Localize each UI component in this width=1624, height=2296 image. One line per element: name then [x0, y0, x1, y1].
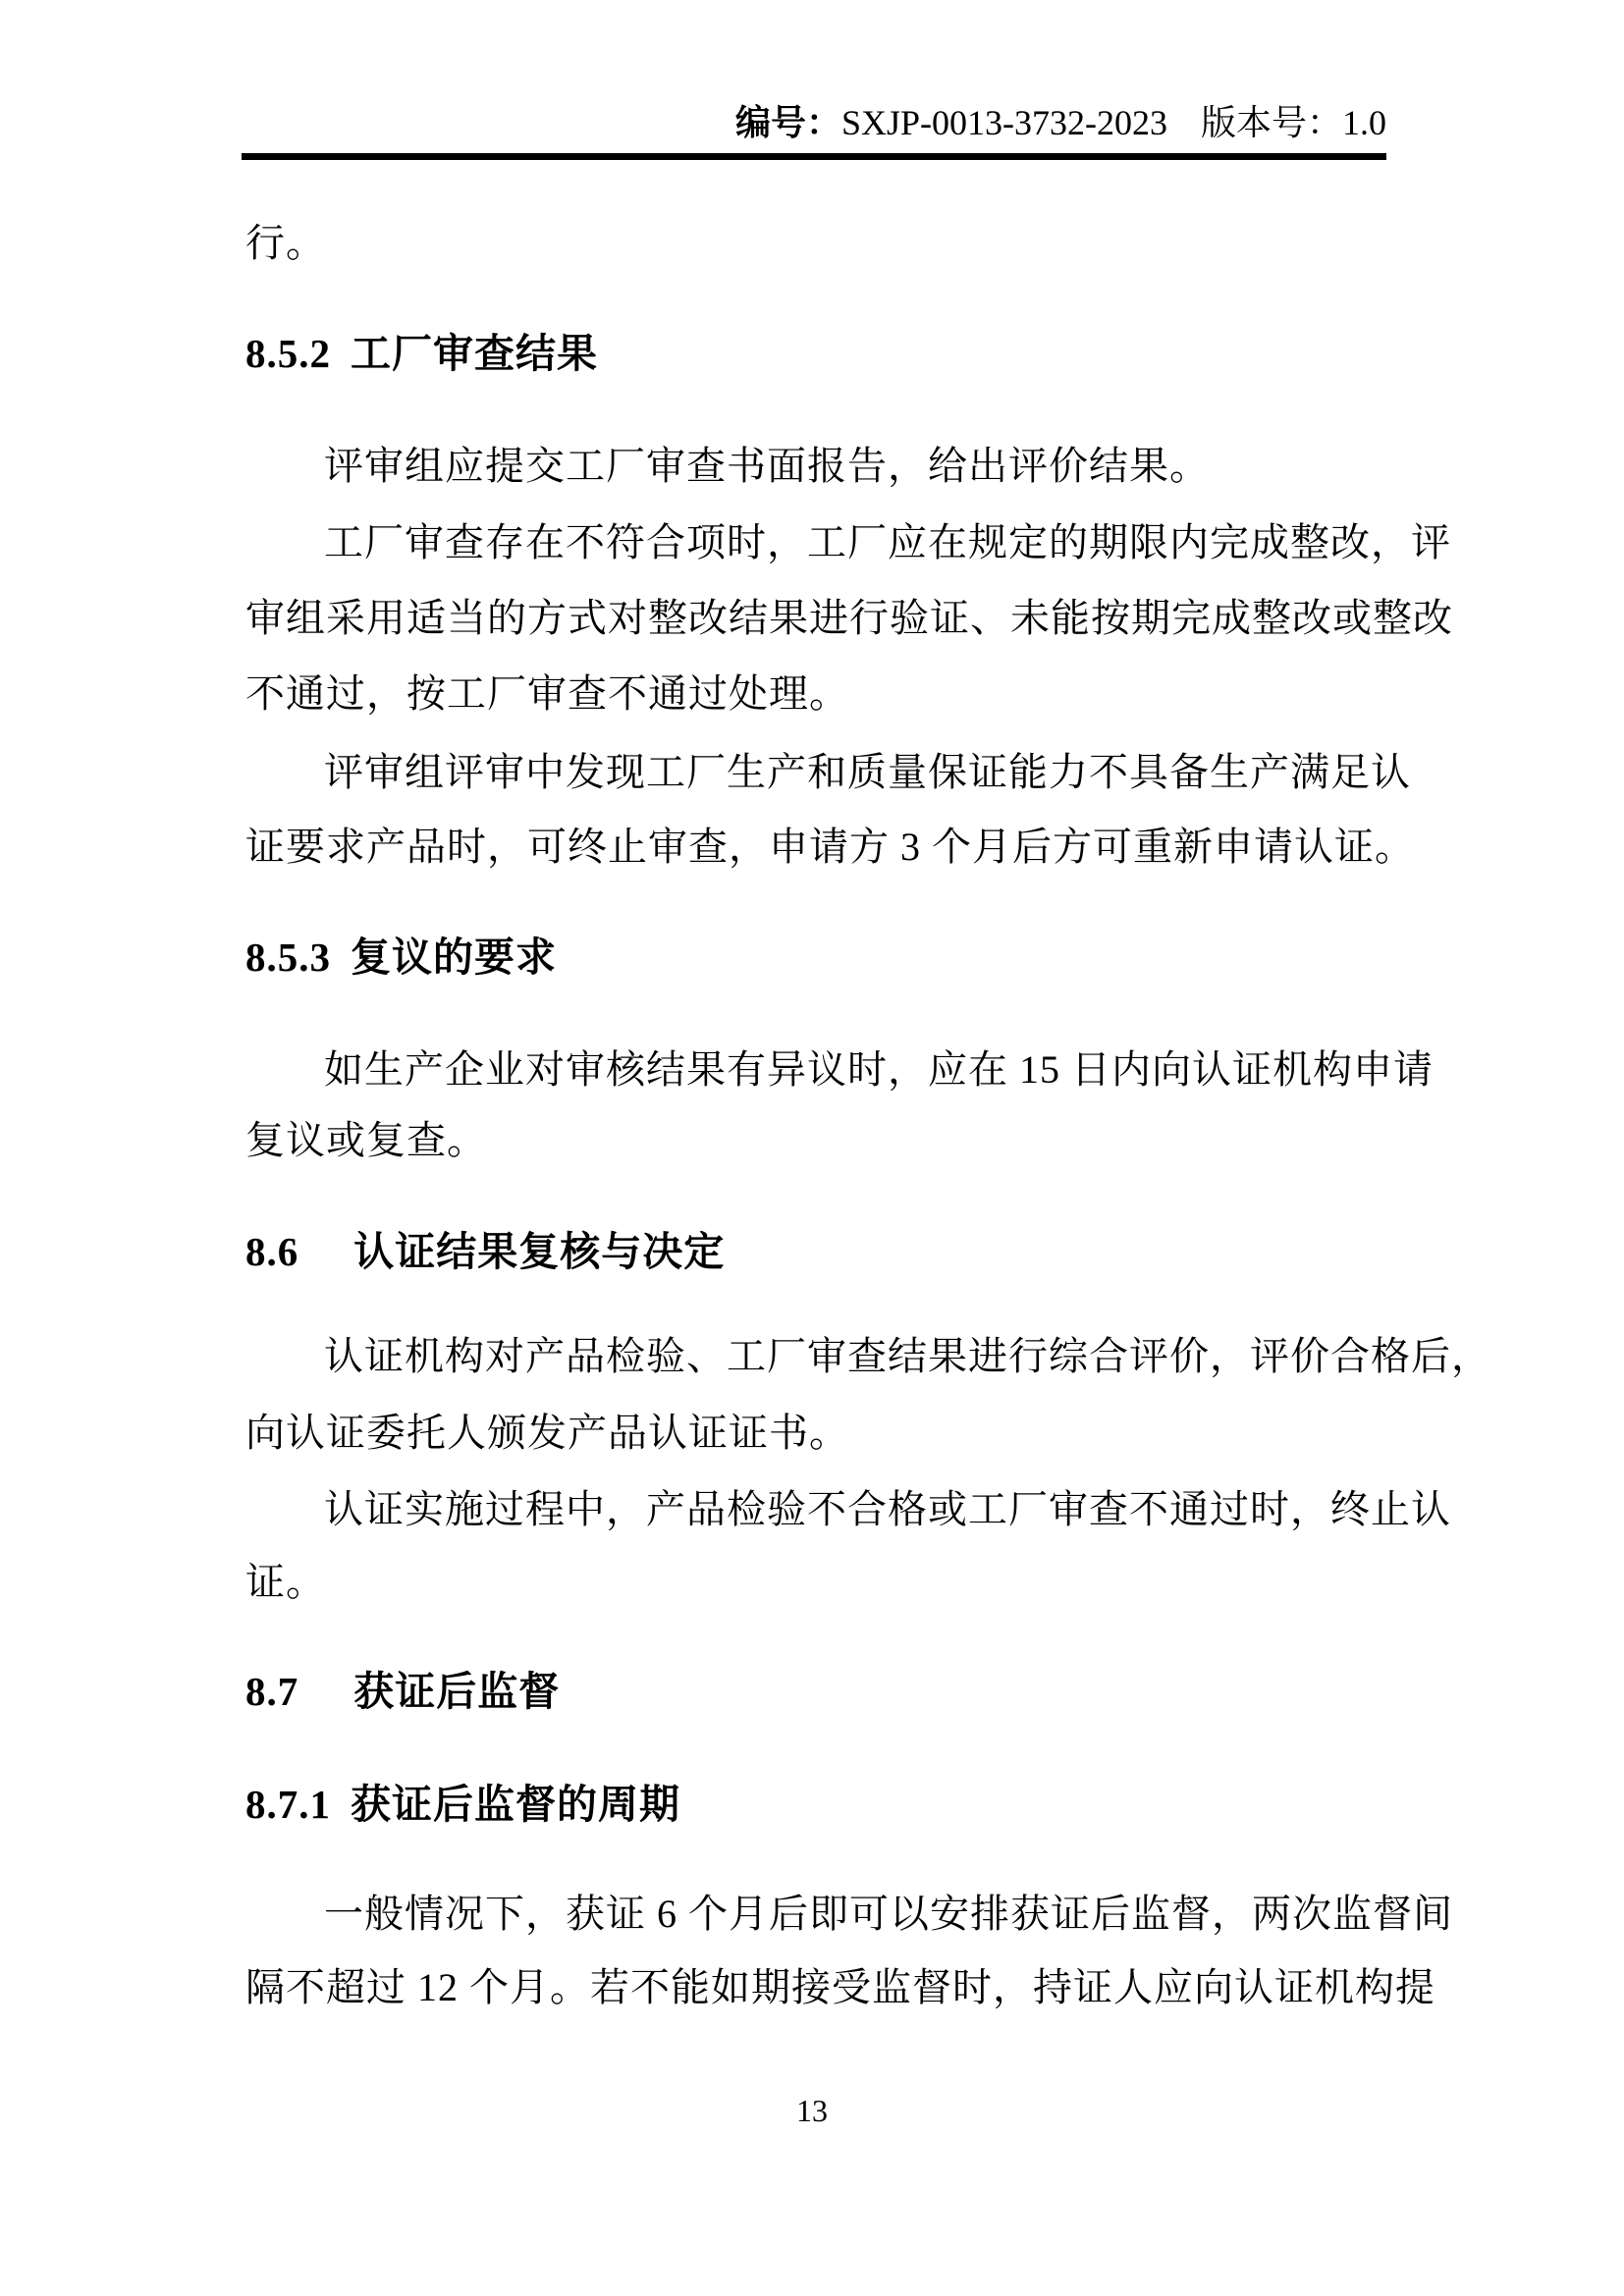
heading-title: 复议的要求 — [351, 934, 557, 980]
heading-8-7-1 — [245, 1779, 680, 1830]
heading-8-5-2 — [245, 328, 598, 379]
heading-title: 获证后监督的周期 — [351, 1782, 680, 1827]
heading-title: 获证后监督 — [353, 1669, 561, 1714]
page-number: 13 — [796, 2093, 828, 2128]
version-value: 1.0 — [1342, 103, 1386, 142]
heading-number: 8.6 — [245, 1229, 299, 1274]
header-rule — [242, 153, 1386, 160]
paragraph-line: 认证实施过程中，产品检验不合格或工厂审查不通过时，终止认 — [324, 1487, 1451, 1531]
heading-title: 工厂审查结果 — [351, 331, 598, 376]
heading-title: 认证结果复核与决定 — [353, 1229, 726, 1274]
heading-8-7 — [245, 1666, 560, 1717]
doc-number-value: SXJP-0013-3732-2023 — [840, 103, 1167, 142]
paragraph-line: 如生产企业对审核结果有异议时，应在 15 日内向认证机构申请 — [324, 1047, 1434, 1092]
heading-8-5-3 — [245, 932, 557, 983]
paragraph-line: 向认证委托人颁发产品认证证书。 — [245, 1411, 849, 1455]
continuation-line: 行。 — [245, 221, 326, 265]
paragraph-line: 认证机构对产品检验、工厂审查结果进行综合评价，评价合格后， — [324, 1334, 1491, 1378]
paragraph-line: 审组采用适当的方式对整改结果进行验证、未能按期完成整改或整改 — [245, 596, 1453, 640]
paragraph-line: 评审组评审中发现工厂生产和质量保证能力不具备生产满足认 — [324, 750, 1411, 794]
paragraph-line: 复议或复查。 — [245, 1118, 487, 1162]
paragraph-line: 证要求产品时，可终止审查，申请方 3 个月后方可重新申请认证。 — [245, 825, 1415, 869]
paragraph-line: 证。 — [245, 1560, 326, 1604]
heading-number: 8.5.3 — [245, 934, 331, 980]
document-header — [242, 102, 1386, 144]
heading-number: 8.5.2 — [245, 331, 331, 376]
paragraph-line: 一般情况下，获证 6 个月后即可以安排获证后监督，两次监督间 — [324, 1892, 1453, 1936]
paragraph-line: 工厂审查存在不符合项时，工厂应在规定的期限内完成整改，评 — [324, 520, 1451, 564]
heading-number: 8.7.1 — [245, 1782, 331, 1827]
paragraph-line: 隔不超过 12 个月。若不能如期接受监督时，持证人应向认证机构提 — [245, 1965, 1435, 2009]
doc-number-label: 编号： — [734, 103, 841, 142]
paragraph-line: 不通过，按工厂审查不通过处理。 — [245, 671, 849, 716]
heading-8-6 — [245, 1226, 725, 1277]
heading-number: 8.7 — [245, 1669, 299, 1714]
paragraph-line: 评审组应提交工厂审查书面报告，给出评价结果。 — [324, 444, 1210, 488]
version-label: 版本号： — [1200, 103, 1342, 142]
